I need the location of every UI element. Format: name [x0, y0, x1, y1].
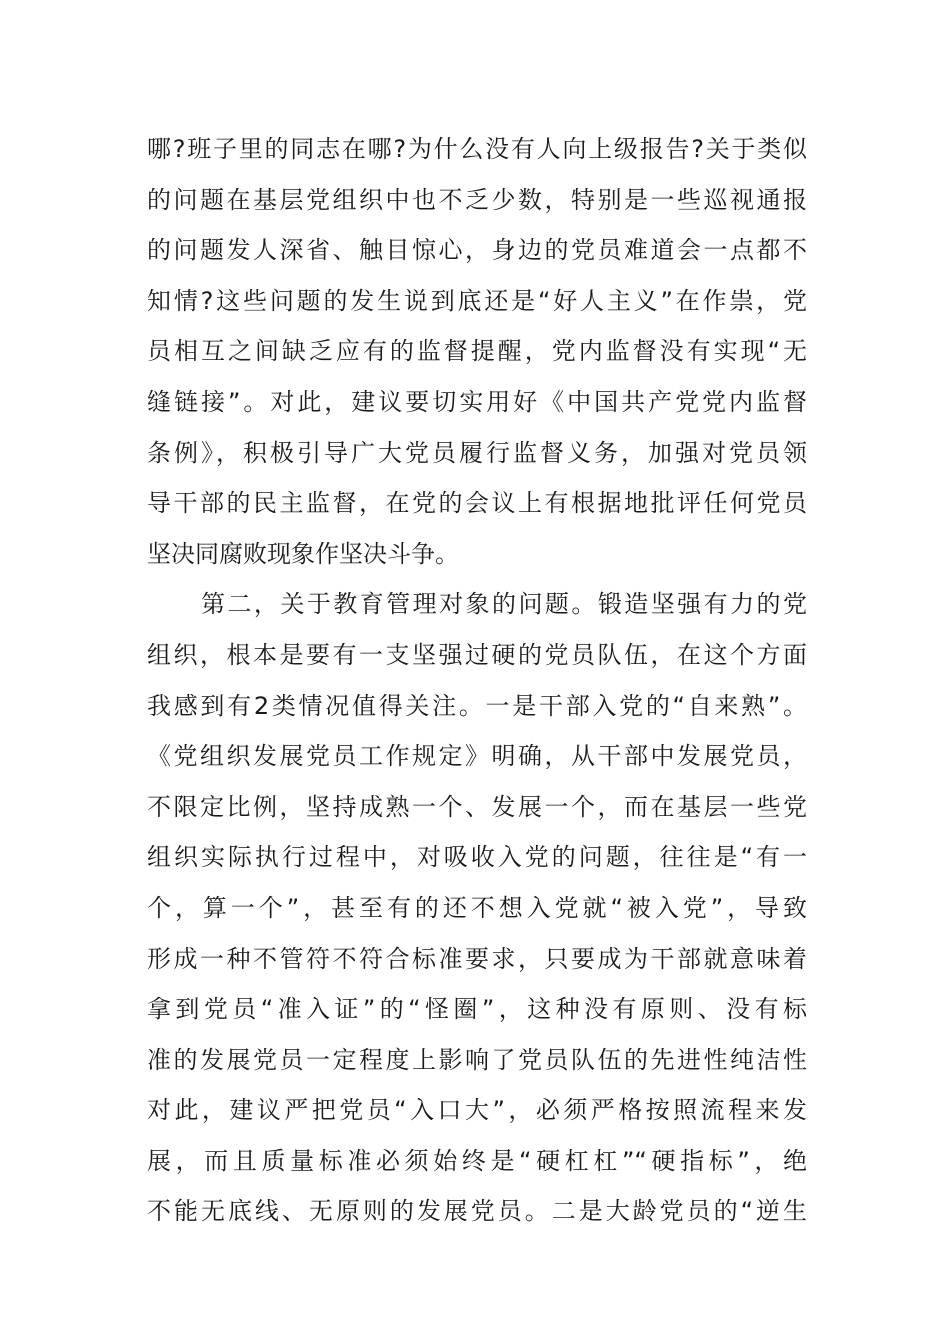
text-line: 不限定比例，坚持成熟一个、发展一个，而在基层一些党: [147, 792, 807, 821]
text-line: 拿到党员“准入证”的“怪圈”，这种没有原则、没有标: [147, 995, 807, 1024]
text-line: 我感到有2类情况值得关注。一是干部入党的“自来熟”。: [147, 691, 807, 720]
paragraph-end-line: 坚决同腐败现象作坚决斗争。: [147, 539, 459, 568]
text-line: 组织实际执行过程中，对吸收入党的问题，往往是“有一: [147, 843, 807, 872]
paragraph-start-line: 第二，关于教育管理对象的问题。锻造坚强有力的党: [201, 590, 807, 619]
text-line: 组织，根本是要有一支坚强过硬的党员队伍，在这个方面: [147, 640, 807, 669]
body-text: [147, 124, 807, 1237]
text-line: 准的发展党员一定程度上影响了党员队伍的先进性纯洁性: [147, 1045, 807, 1074]
text-line: 知情?这些问题的发生说到底还是“好人主义”在作祟，党: [147, 286, 807, 315]
text-line: 员相互之间缺乏应有的监督提醒，党内监督没有实现“无: [147, 337, 807, 366]
text-line: 形成一种不管符不符合标准要求，只要成为干部就意味着: [147, 944, 807, 973]
text-line: 哪?班子里的同志在哪?为什么没有人向上级报告?关于类似: [147, 135, 807, 163]
text-line: 的问题发人深省、触目惊心，身边的党员难道会一点都不: [147, 236, 807, 265]
text-line: 缝链接”。对此，建议要切实用好《中国共产党党内监督: [147, 387, 807, 416]
text-line: 展，而且质量标准必须始终是“硬杠杠”“硬指标”，绝: [147, 1146, 807, 1175]
text-line: 个，算一个”，甚至有的还不想入党就“被入党”，导致: [147, 893, 807, 922]
text-line: 导干部的民主监督，在党的会议上有根据地批评任何党员: [147, 489, 807, 518]
text-line: 不能无底线、无原则的发展党员。二是大龄党员的“逆生: [147, 1197, 807, 1226]
text-line: 条例》，积极引导广大党员履行监督义务，加强对党员领: [147, 438, 807, 467]
text-line: 对此，建议严把党员“入口大”，必须严格按照流程来发: [147, 1096, 807, 1125]
text-line: 的问题在基层党组织中也不乏少数，特别是一些巡视通报: [147, 185, 807, 214]
text-line: 《党组织发展党员工作规定》明确，从干部中发展党员，: [147, 742, 807, 771]
